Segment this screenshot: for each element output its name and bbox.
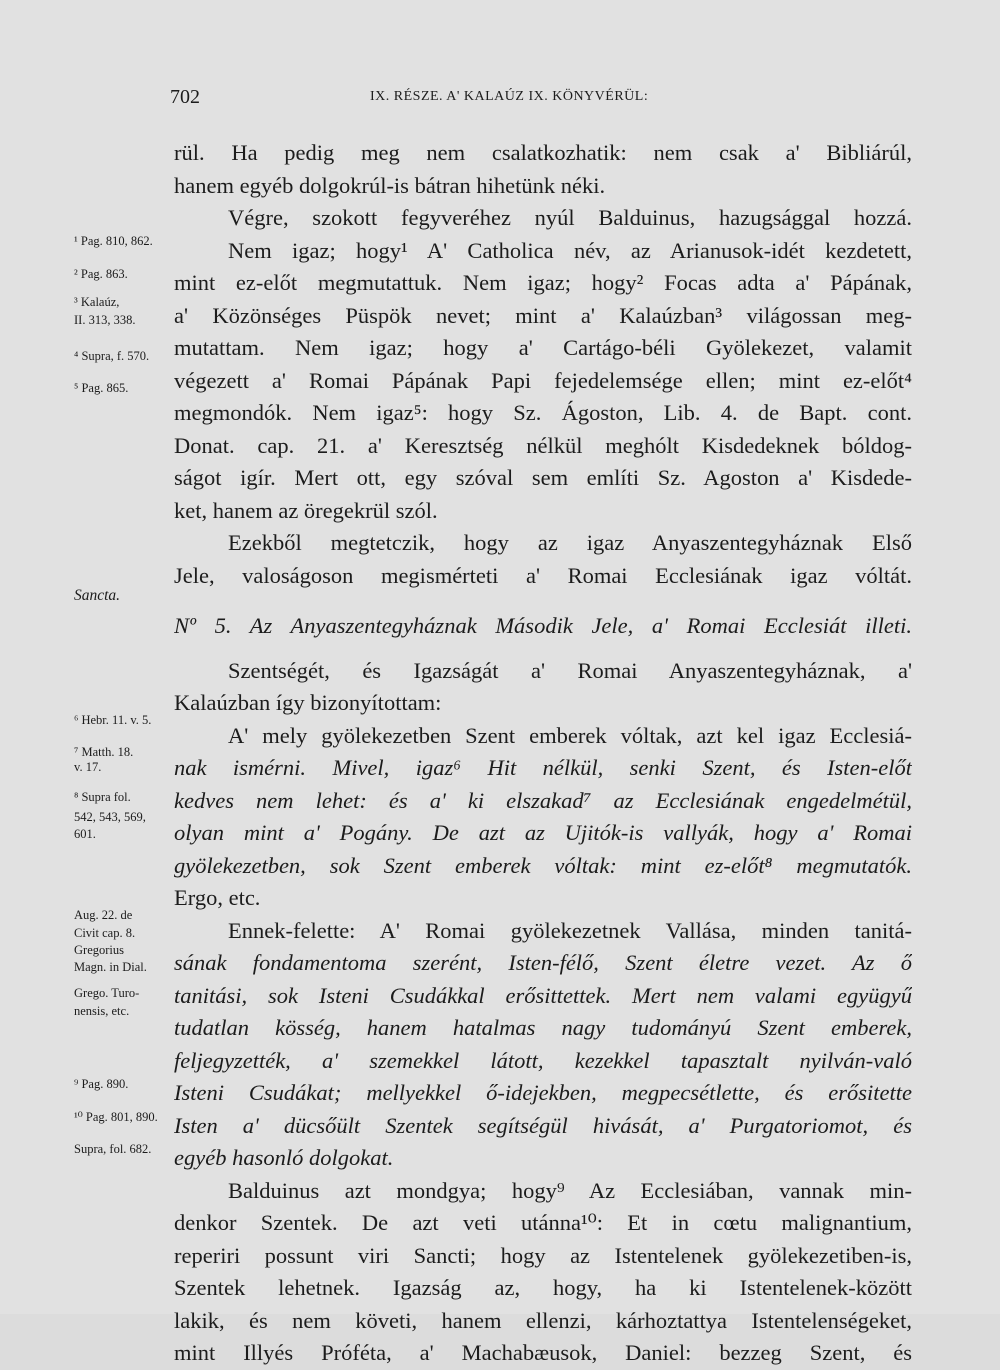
text-line: mint Illyés Próféta, a' Machabæusok, Daniel: bezzeg Szent, és xyxy=(174,1340,912,1365)
text-line: Ezekből megtetczik, hogy az igaz Anyaszentegyháznak Első xyxy=(228,530,912,555)
text-line: Balduinus azt mondgya; hogy⁹ Az Ecclesiában, vannak min- xyxy=(228,1177,912,1203)
text-line: Donat. cap. 21. a' Keresztség nélkül meghólt Kisdedeknek bóldog- xyxy=(174,432,912,458)
margin-note: Aug. 22. de xyxy=(74,908,133,922)
margin-note: v. 17. xyxy=(74,760,102,774)
text-line: tanitási, sok Isteni Csudákkal erősittettek. Mert nem valami együgyű xyxy=(174,982,912,1008)
margin-note: ⁵ Pag. 865. xyxy=(74,381,129,395)
margin-note: Magn. in Dial. xyxy=(74,960,147,974)
main-text xyxy=(174,137,912,1370)
text-line: denkor Szentek. De azt veti utánna¹⁰: Et in cœtu malignantium, xyxy=(174,1210,912,1235)
page-header xyxy=(0,86,1000,116)
margin-note: II. 313, 338. xyxy=(74,313,136,327)
text-line: Végre, szokott fegyveréhez nyúl Balduinus, hazugsággal hozzá. xyxy=(228,205,912,230)
margin-note-section: Sancta. xyxy=(74,587,121,604)
text-line: ságot igír. Mert ott, egy szóval sem említi Sz. Agoston a' Kisdede- xyxy=(174,465,912,490)
text-line: egyéb hasonló dolgokat. xyxy=(174,1145,394,1170)
margin-note: ³ Kalaúz, xyxy=(74,295,120,309)
text-line: végezett a' Romai Pápának Papi fejedelemsége ellen; mint ez-előt⁴ xyxy=(174,367,912,393)
text-line: a' Közönséges Püspök nevet; mint a' Kalaúzban³ világossan meg- xyxy=(174,302,912,328)
text-line: reperiri possunt viri Sancti; hogy az Istentelenek gyölekezetiben-is, xyxy=(174,1242,912,1268)
text-line: Kalaúzban így bizonyítottam: xyxy=(174,690,442,715)
text-line: Ergo, etc. xyxy=(174,885,261,910)
text-line: gyölekezetben, sok Szent emberek vóltak: mint ez-előt⁸ megmutatók. xyxy=(174,852,912,878)
text-line: A' mely gyölekezetben Szent emberek vóltak, azt kel igaz Ecclesiá- xyxy=(228,722,912,748)
text-line: tudatlan kösség, hanem hatalmas nagy tudományú Szent emberek, xyxy=(174,1015,912,1040)
margin-note: nensis, etc. xyxy=(74,1004,130,1018)
text-line: olyan mint a' Pogány. De azt az Ujitók-is vallyák, hogy a' Romai xyxy=(174,820,912,845)
running-head: IX. RÉSZE. A' KALAÚZ IX. KÖNYVÉRÜL: xyxy=(370,89,649,104)
text-line: sának fondamentoma szerént, Isten-félő, Szent életre vezet. Az ő xyxy=(174,950,912,975)
text-line: Nem igaz; hogy¹ A' Catholica név, az Arianusok-idét kezdetett, xyxy=(228,237,912,263)
text-line: megmondók. Nem igaz⁵: hogy Sz. Ágoston, Lib. 4. de Bapt. cont. xyxy=(174,400,912,425)
margin-note: ⁴ Supra, f. 570. xyxy=(74,349,150,363)
margin-note: Grego. Turo- xyxy=(74,986,140,1000)
margin-note: ¹ Pag. 810, 862. xyxy=(74,234,153,248)
margin-note: Civit cap. 8. xyxy=(74,926,136,940)
margin-note: Gregorius xyxy=(74,943,124,957)
margin-note: ⁷ Matth. 18. xyxy=(74,745,134,759)
text-line: Szentek lehetnek. Igazság az, hogy, ha ki Istentelenek-között xyxy=(174,1275,912,1300)
text-line: nak ismérni. Mivel, igaz⁶ Hit nélkül, senki Szent, és Isten-előt xyxy=(174,755,912,780)
text-line: lakik, és nem követi, hanem ellenzi, kárhoztattya Istentelenségeket, xyxy=(174,1307,912,1333)
margin-note: 542, 543, 569, xyxy=(74,810,146,824)
margin-note: ² Pag. 863. xyxy=(74,267,128,281)
section-heading: Nº 5. Az Anyaszentegyháznak Második Jele, a' Romai Ecclesiát illeti. xyxy=(174,613,912,638)
page-number: 702 xyxy=(170,86,200,108)
text-line: feljegyzették, a' szemekkel látott, kezekkel tapasztalt nyilván-való xyxy=(174,1047,912,1073)
text-line: mutattam. Nem igaz; hogy a' Cartágo-béli Gyölekezet, valamit xyxy=(174,335,912,360)
margin-note: ⁶ Hebr. 11. v. 5. xyxy=(74,713,152,727)
text-line: Jele, valoságoson megismérteti a' Romai Ecclesiának igaz vóltát. xyxy=(174,562,912,588)
text-line: Ennek-felette: A' Romai gyölekezetnek Vallása, minden tanitá- xyxy=(228,917,912,943)
text-line: rül. Ha pedig meg nem csalatkozhatik: nem csak a' Bibliárúl, xyxy=(174,140,912,165)
margin-note: ⁸ Supra fol. xyxy=(74,790,131,804)
text-line: ket, hanem az öregekrül szól. xyxy=(174,497,438,523)
margin-note: 601. xyxy=(74,827,96,841)
margin-note: ¹⁰ Pag. 801, 890. xyxy=(74,1110,158,1124)
text-line: mint ez-előt megmutattuk. Nem igaz; hogy² Focas adta a' Pápának, xyxy=(174,270,912,295)
text-line: hanem egyéb dolgokrúl-is bátran hihetünk néki. xyxy=(174,172,606,198)
text-line: kedves nem lehet: és a' ki elszakad⁷ az Ecclesiának engedelmétül, xyxy=(174,787,912,813)
text-line: Isten a' dücsőült Szentek segítségül hivását, a' Purgatoriomot, és xyxy=(174,1112,912,1138)
text-line: Szentségét, és Igazságát a' Romai Anyaszentegyháznak, a' xyxy=(228,657,912,683)
margin-note: ⁹ Pag. 890. xyxy=(74,1077,129,1091)
margin-note: Supra, fol. 682. xyxy=(74,1142,152,1156)
text-line: Isteni Csudákat; mellyekkel ő-idejekben, megpecsétlette, és erősitette xyxy=(174,1080,912,1105)
